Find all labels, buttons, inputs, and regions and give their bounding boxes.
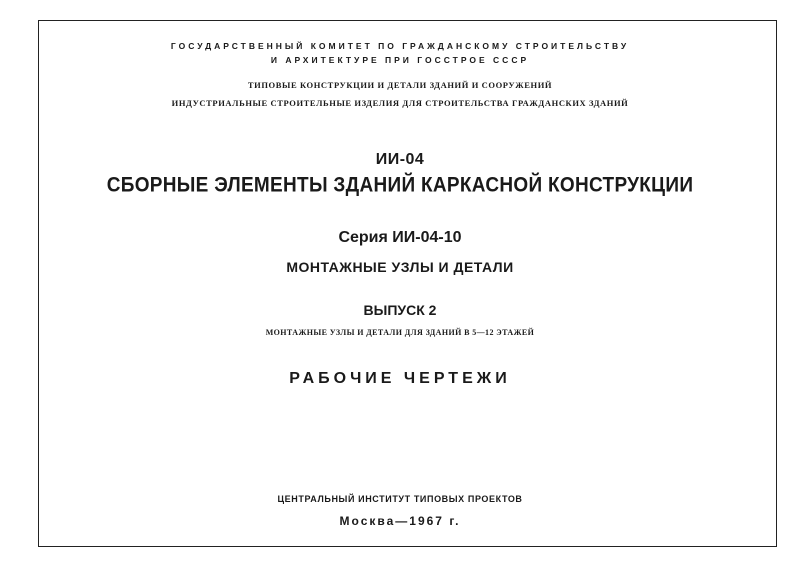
category-line-1: ТИПОВЫЕ КОНСТРУКЦИИ И ДЕТАЛИ ЗДАНИЙ И СООРУЖЕНИЙ bbox=[247, 80, 553, 90]
series-code: ИИ-04 bbox=[375, 151, 425, 168]
publisher-institute: ЦЕНТРАЛЬНЫЙ ИНСТИТУТ ТИПОВЫХ ПРОЕКТОВ bbox=[277, 494, 523, 504]
document-type: РАБОЧИЕ ЧЕРТЕЖИ bbox=[289, 370, 511, 387]
city-year: Москва—1967 г. bbox=[339, 514, 461, 528]
series-subtitle: МОНТАЖНЫЕ УЗЛЫ И ДЕТАЛИ bbox=[286, 259, 514, 275]
committee-line-2: И АРХИТЕКТУРЕ ПРИ ГОССТРОЕ СССР bbox=[270, 55, 530, 65]
issue-number: ВЫПУСК 2 bbox=[363, 302, 437, 318]
document-title: СБОРНЫЕ ЭЛЕМЕНТЫ ЗДАНИЙ КАРКАСНОЙ КОНСТРУКЦИИ bbox=[106, 173, 694, 197]
series-number: Серия ИИ-04-10 bbox=[338, 229, 462, 246]
committee-line-1: ГОСУДАРСТВЕННЫЙ КОМИТЕТ ПО ГРАЖДАНСКОМУ СТРОИТЕЛЬСТВУ bbox=[170, 41, 630, 51]
issue-description: МОНТАЖНЫЕ УЗЛЫ И ДЕТАЛИ ДЛЯ ЗДАНИЙ В 5—12 ЭТАЖЕЙ bbox=[265, 328, 535, 337]
category-line-2: ИНДУСТРИАЛЬНЫЕ СТРОИТЕЛЬНЫЕ ИЗДЕЛИЯ ДЛЯ СТРОИТЕЛЬСТВА ГРАЖДАНСКИХ ЗДАНИЙ bbox=[171, 98, 629, 108]
